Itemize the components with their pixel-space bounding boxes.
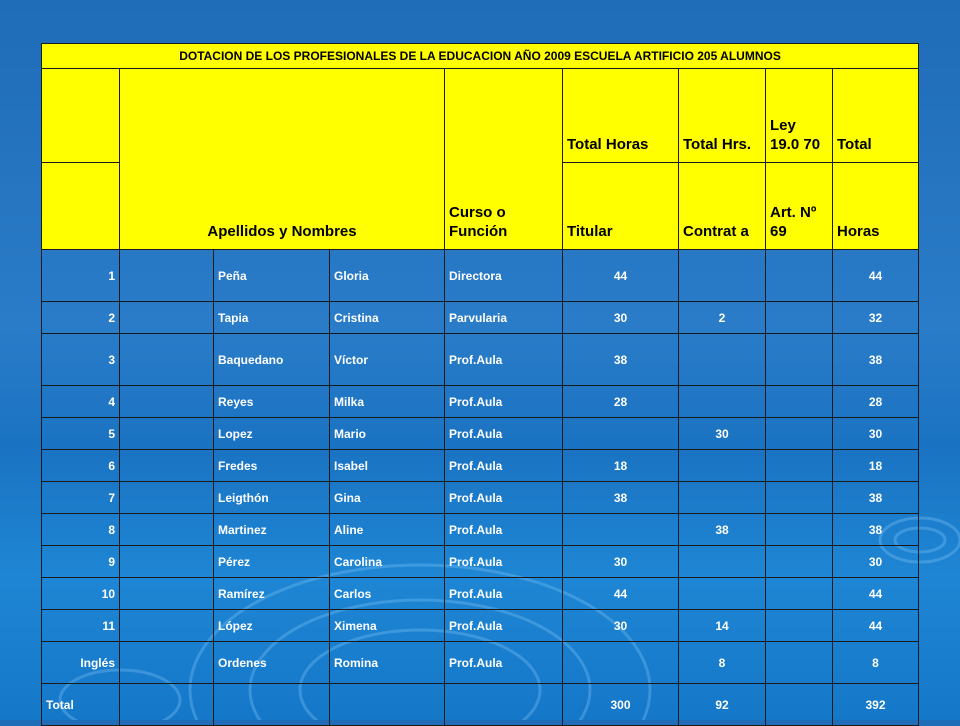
row-titular: 38 [563,334,679,386]
row-blank [120,514,214,546]
row-titular: 44 [563,578,679,610]
row-art [766,642,833,684]
row-nombre: Carolina [330,546,445,578]
row-art [766,482,833,514]
row-contrata: 2 [679,302,766,334]
row-total: 38 [833,514,919,546]
row-blank [120,334,214,386]
header-apellidos-nombres: Apellidos y Nombres [120,69,445,250]
row-funcion: Prof.Aula [445,514,563,546]
row-contrata: 38 [679,514,766,546]
table-row [42,578,919,610]
row-art [766,514,833,546]
header-total-hrs: Total Hrs. [679,69,766,163]
row-apellido: Pérez [214,546,330,578]
row-art [766,418,833,450]
table-row [42,386,919,418]
row-apellido: Baquedano [214,334,330,386]
row-contrata [679,386,766,418]
header-total-horas: Total Horas [563,69,679,163]
row-nombre: Mario [330,418,445,450]
header-art: Art. Nº 69 [766,163,833,250]
row-titular: 18 [563,450,679,482]
row-funcion: Prof.Aula [445,386,563,418]
row-nombre: Carlos [330,578,445,610]
row-number: 10 [42,578,120,610]
row-art [766,610,833,642]
row-number: 9 [42,546,120,578]
row-art [766,334,833,386]
row-contrata: 30 [679,418,766,450]
row-total: 30 [833,546,919,578]
row-funcion: Prof.Aula [445,610,563,642]
row-number: Inglés [42,642,120,684]
row-art [766,386,833,418]
row-total: 18 [833,450,919,482]
totals-label: Total [42,684,120,726]
header-total: Total [833,69,919,163]
totals-titular: 300 [563,684,679,726]
row-titular: 30 [563,610,679,642]
row-total: 38 [833,334,919,386]
row-total: 38 [833,482,919,514]
row-nombre: Milka [330,386,445,418]
row-nombre: Isabel [330,450,445,482]
row-blank [120,418,214,450]
row-titular [563,514,679,546]
staff-table [41,43,919,726]
row-number: 2 [42,302,120,334]
table-row [42,450,919,482]
row-number: 11 [42,610,120,642]
row-art [766,546,833,578]
row-blank [120,450,214,482]
row-contrata [679,546,766,578]
row-funcion: Prof.Aula [445,578,563,610]
table-title: DOTACION DE LOS PROFESIONALES DE LA EDUCACION AÑO 2009 ESCUELA ARTIFICIO 205 ALUMNOS [42,44,919,69]
row-contrata [679,578,766,610]
row-nombre: Víctor [330,334,445,386]
row-total: 28 [833,386,919,418]
row-apellido: Leigthón [214,482,330,514]
row-apellido: Tapia [214,302,330,334]
row-blank [120,546,214,578]
row-nombre: Aline [330,514,445,546]
table-row [42,546,919,578]
header-curso-funcion: Curso o Función [445,69,563,250]
row-art [766,450,833,482]
row-funcion: Parvularia [445,302,563,334]
row-blank [120,250,214,302]
table-row [42,334,919,386]
row-number: 4 [42,386,120,418]
row-apellido: Ordenes [214,642,330,684]
row-total: 30 [833,418,919,450]
totals-blank [445,684,563,726]
row-funcion: Prof.Aula [445,482,563,514]
table-row [42,514,919,546]
row-blank [120,302,214,334]
row-apellido: López [214,610,330,642]
table-row [42,418,919,450]
row-titular [563,642,679,684]
row-blank [120,642,214,684]
header-titular: Titular [563,163,679,250]
row-apellido: Martinez [214,514,330,546]
row-funcion: Directora [445,250,563,302]
table-row [42,610,919,642]
row-blank [120,386,214,418]
row-total: 44 [833,578,919,610]
row-nombre: Gloria [330,250,445,302]
row-total: 8 [833,642,919,684]
totals-blank [330,684,445,726]
totals-total: 392 [833,684,919,726]
row-funcion: Prof.Aula [445,334,563,386]
header-ley: Ley 19.0 70 [766,69,833,163]
row-contrata [679,250,766,302]
row-titular: 38 [563,482,679,514]
row-titular: 44 [563,250,679,302]
row-blank [120,578,214,610]
row-number: 5 [42,418,120,450]
row-funcion: Prof.Aula [445,450,563,482]
row-number: 1 [42,250,120,302]
table-row [42,482,919,514]
row-apellido: Peña [214,250,330,302]
row-funcion: Prof.Aula [445,418,563,450]
row-total: 44 [833,610,919,642]
row-nombre: Cristina [330,302,445,334]
row-nombre: Gina [330,482,445,514]
row-apellido: Reyes [214,386,330,418]
totals-blank [214,684,330,726]
table-row [42,642,919,684]
header-blank-bottom [42,163,120,250]
row-contrata [679,334,766,386]
row-titular: 30 [563,546,679,578]
row-contrata: 8 [679,642,766,684]
row-blank [120,482,214,514]
row-number: 6 [42,450,120,482]
row-art [766,250,833,302]
row-apellido: Ramírez [214,578,330,610]
row-art [766,578,833,610]
row-funcion: Prof.Aula [445,546,563,578]
row-apellido: Lopez [214,418,330,450]
row-number: 8 [42,514,120,546]
totals-art [766,684,833,726]
header-contrata: Contrat a [679,163,766,250]
totals-blank [120,684,214,726]
totals-row [42,684,919,726]
row-nombre: Ximena [330,610,445,642]
row-titular: 28 [563,386,679,418]
table-row [42,302,919,334]
row-nombre: Romina [330,642,445,684]
row-blank [120,610,214,642]
table-row [42,250,919,302]
row-total: 44 [833,250,919,302]
row-number: 3 [42,334,120,386]
header-blank-top [42,69,120,163]
row-titular [563,418,679,450]
row-apellido: Fredes [214,450,330,482]
row-number: 7 [42,482,120,514]
row-contrata [679,450,766,482]
row-titular: 30 [563,302,679,334]
totals-contrata: 92 [679,684,766,726]
row-contrata [679,482,766,514]
header-horas: Horas [833,163,919,250]
row-funcion: Prof.Aula [445,642,563,684]
row-art [766,302,833,334]
row-contrata: 14 [679,610,766,642]
row-total: 32 [833,302,919,334]
